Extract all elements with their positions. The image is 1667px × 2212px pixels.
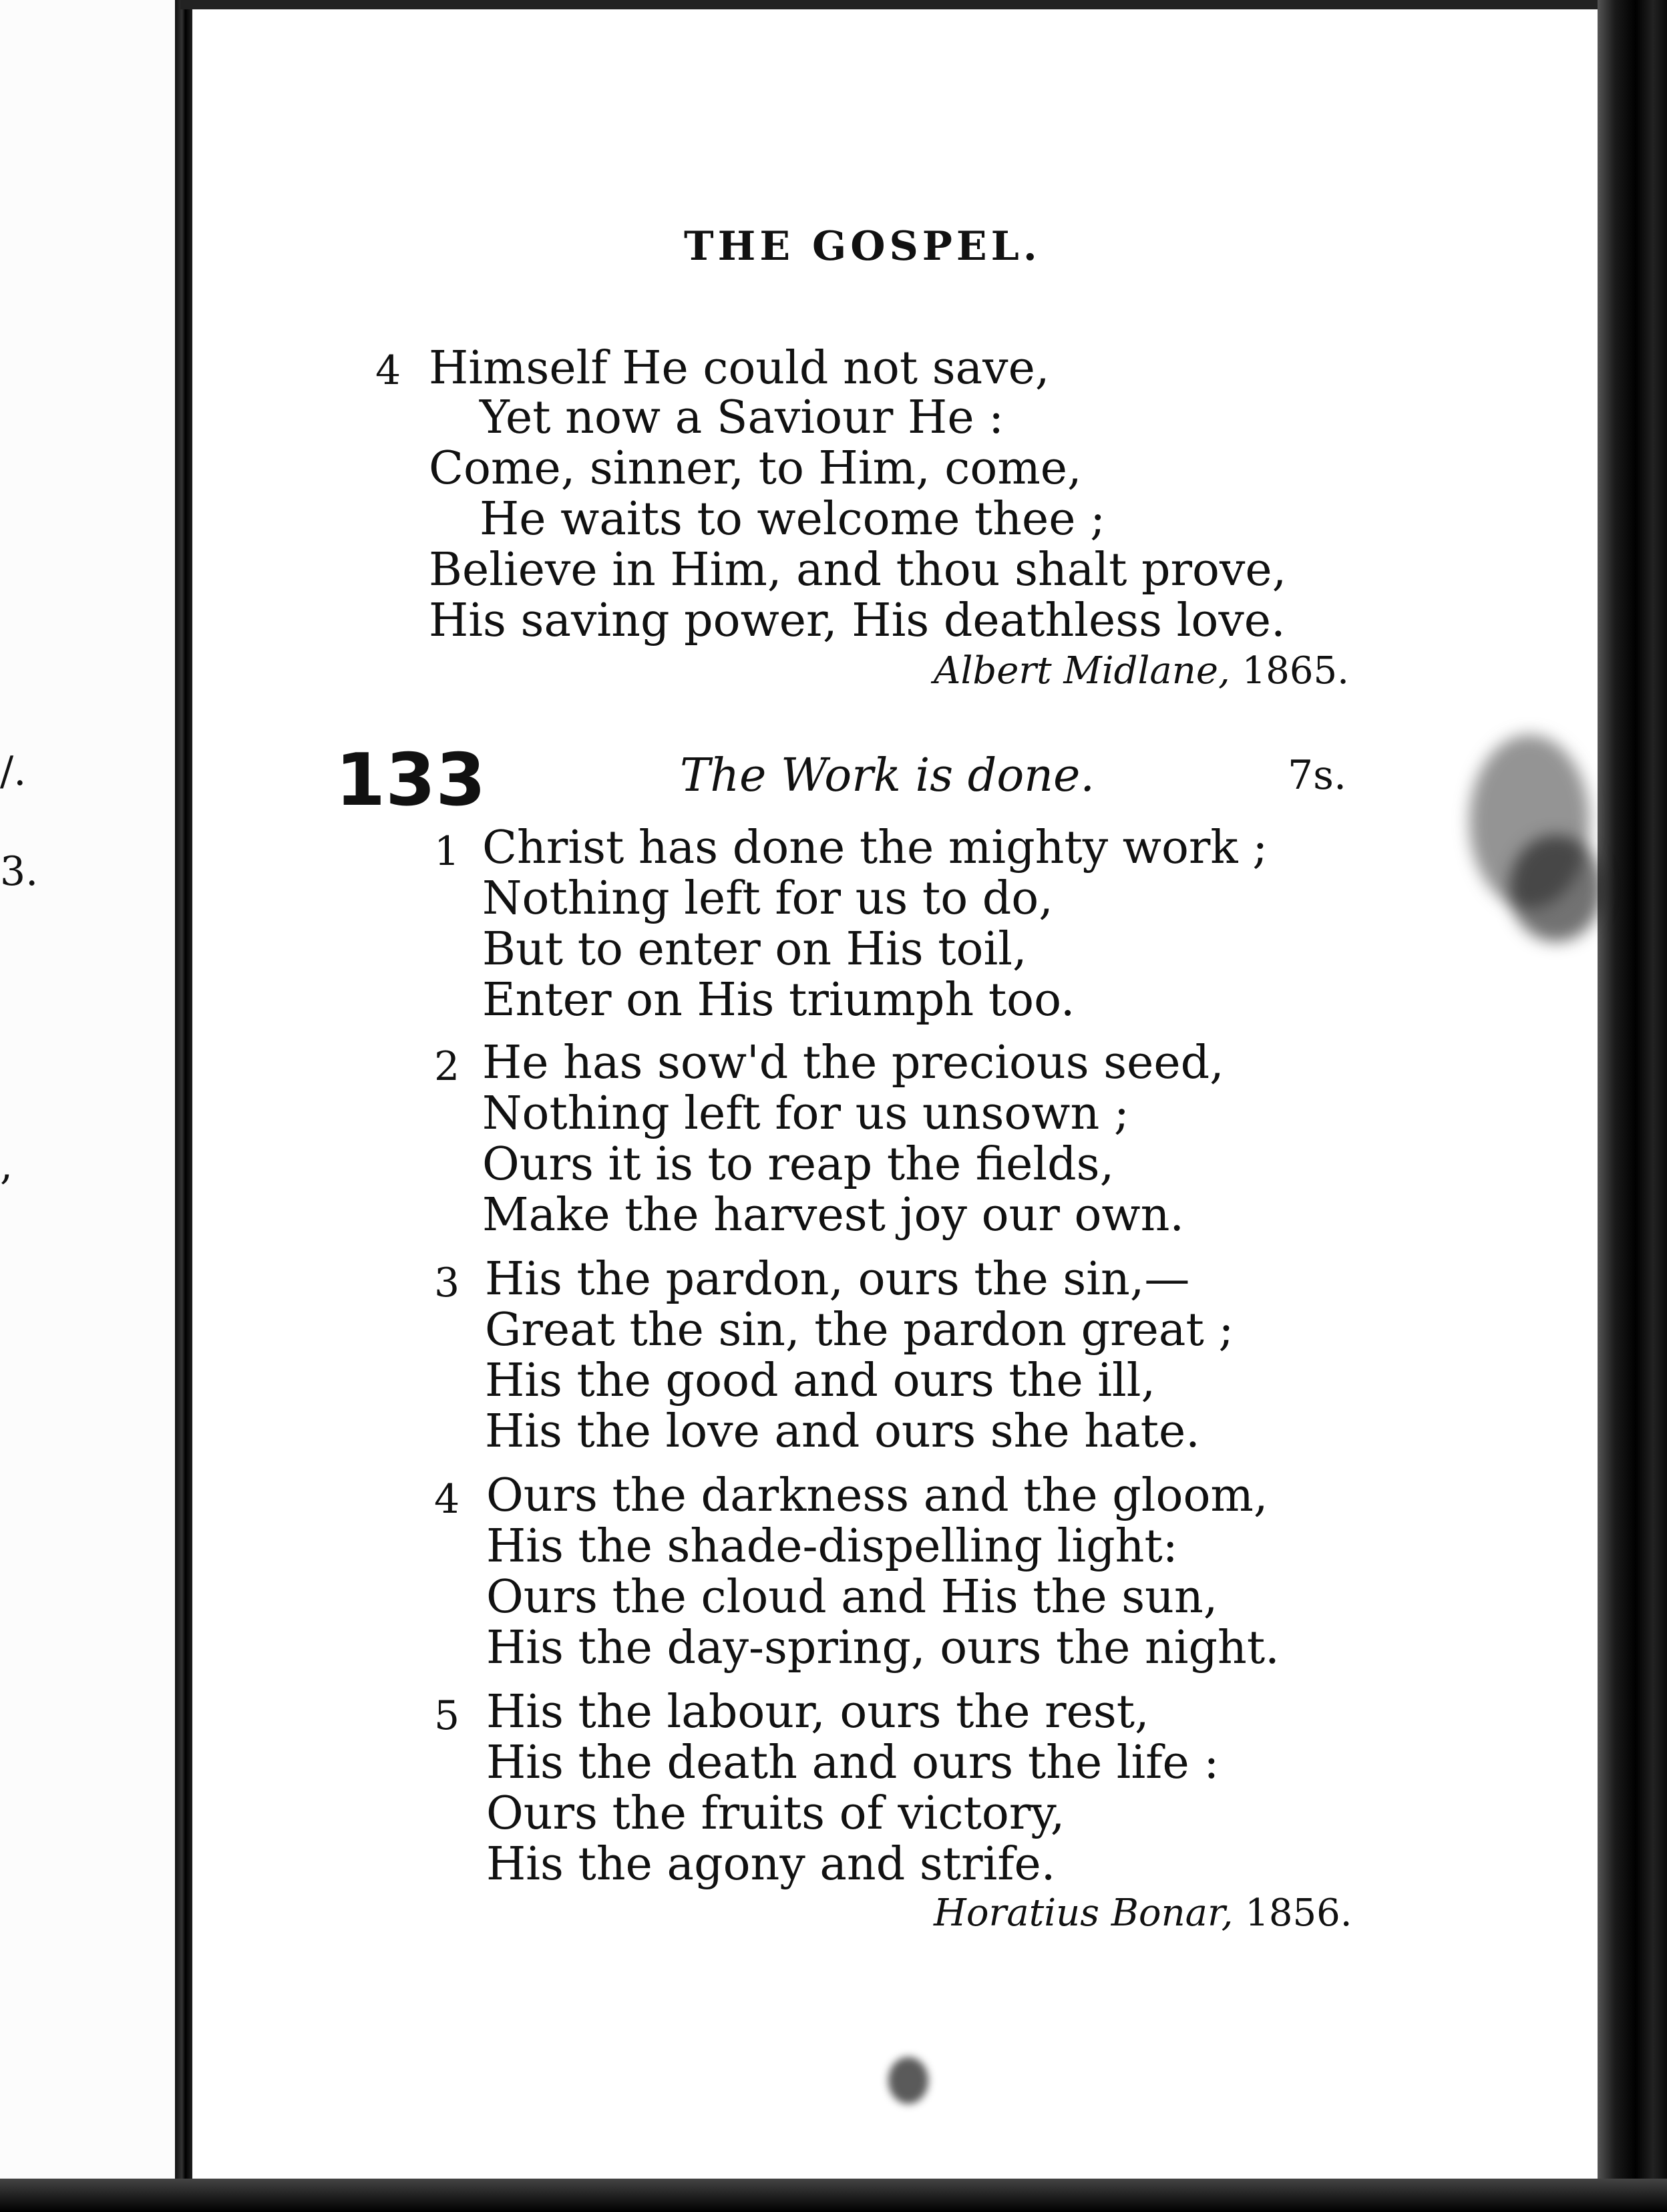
verse-line: He has sow'd the precious seed, — [482, 1037, 1224, 1089]
verse-line: Nothing left for us to do, — [482, 872, 1053, 925]
verse-line: Believe in Him, and thou shalt prove, — [429, 544, 1287, 596]
verse-line: His the labour, ours the rest, — [486, 1686, 1149, 1738]
author-name: Albert Midlane, — [934, 649, 1230, 693]
hymnal-page — [192, 9, 1598, 2179]
verse-number: 3 — [434, 1260, 460, 1306]
facing-page-fragment: /. — [0, 748, 27, 795]
facing-page-fragment: , — [0, 1142, 13, 1189]
hymn-meter: 7s. — [1288, 752, 1347, 799]
verse-line: Ours the cloud and His the sun, — [486, 1571, 1218, 1624]
verse-line: Great the sin, the pardon great ; — [485, 1304, 1234, 1356]
running-header: THE GOSPEL. — [684, 223, 1041, 270]
page-bottom-edge — [0, 2179, 1667, 2212]
page-right-edge — [1598, 0, 1667, 2212]
verse-line: His the agony and strife. — [486, 1838, 1056, 1891]
hymn-attribution — [934, 1891, 1352, 1935]
hymn-number: 133 — [335, 739, 486, 822]
verse-line: He waits to welcome thee ; — [480, 493, 1106, 546]
author-name: Horatius Bonar, — [934, 1891, 1234, 1935]
verse-line: Make the harvest joy our own. — [482, 1189, 1185, 1242]
author-year: 1865. — [1242, 649, 1349, 693]
verse-line: His saving power, His deathless love. — [429, 594, 1286, 647]
verse-number: 5 — [434, 1692, 460, 1739]
verse-line: His the death and ours the life : — [486, 1736, 1220, 1789]
facing-page-strip — [0, 0, 180, 2212]
verse-line: His the day-spring, ours the night. — [486, 1622, 1280, 1674]
verse-number: 2 — [434, 1043, 460, 1090]
hymn-title: The Work is done. — [680, 749, 1095, 802]
verse-line: His the love and ours she hate. — [485, 1405, 1200, 1458]
facing-page-fragment: 3. — [0, 848, 39, 895]
verse-line: Yet now a Saviour He : — [480, 391, 1004, 444]
verse-line: Ours it is to reap the fields, — [482, 1138, 1115, 1191]
verse-line: But to enter on His toil, — [482, 923, 1027, 976]
verse-line: Enter on His triumph too. — [482, 974, 1075, 1027]
verse-number: 4 — [434, 1476, 460, 1523]
verse-line: His the pardon, ours the sin,— — [485, 1253, 1190, 1306]
verse-line: Come, sinner, to Him, come, — [429, 442, 1082, 495]
hymn-attribution — [934, 649, 1349, 693]
verse-line: Ours the fruits of victory, — [486, 1787, 1065, 1840]
verse-line: His the shade-dispelling light: — [486, 1520, 1178, 1573]
verse-line: His the good and ours the ill, — [485, 1354, 1156, 1407]
verse-line: Himself He could not save, — [429, 342, 1050, 395]
verse-line: Ours the darkness and the gloom, — [486, 1469, 1268, 1522]
page-top-edge — [180, 0, 1603, 9]
verse-number: 1 — [434, 828, 460, 875]
verse-line: Nothing left for us unsown ; — [482, 1087, 1129, 1140]
author-year: 1856. — [1245, 1891, 1352, 1935]
book-gutter — [175, 0, 192, 2212]
verse-number: 4 — [375, 347, 401, 394]
verse-line: Christ has done the mighty work ; — [482, 821, 1268, 874]
